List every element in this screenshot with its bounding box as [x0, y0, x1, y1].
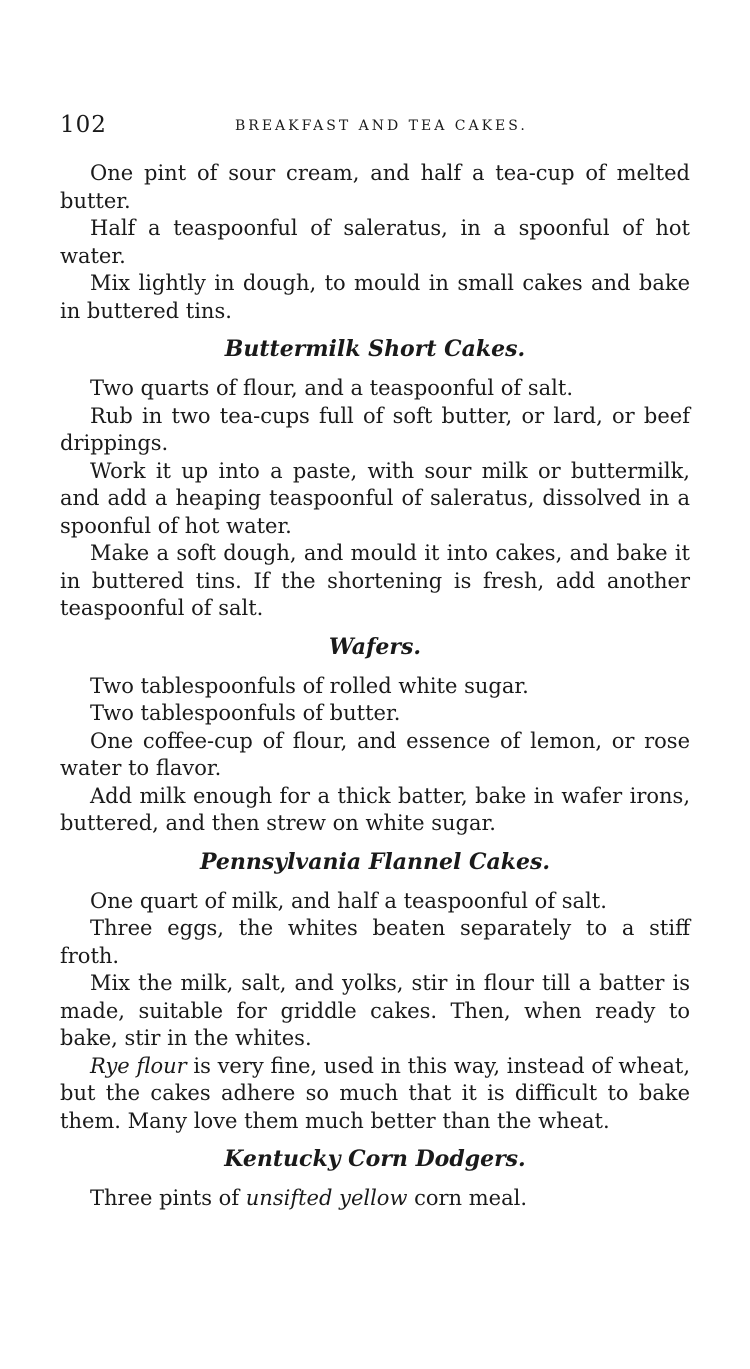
- paragraph: Two tablespoonfuls of butter.: [90, 701, 401, 725]
- paragraph-rest: is very fine, used in this way, instead of wheat, but the cakes adhere so much that it is difficult to bake them. Many love them much better than the wheat.: [60, 1053, 690, 1133]
- paragraph: Mix the milk, salt, and yolks, stir in flour till a batter is made, suitable for griddle cakes. Then, when ready to bake, stir in the whites.: [60, 971, 690, 1050]
- page-body: [60, 160, 690, 1213]
- paragraph: Work it up into a paste, with sour milk or buttermilk, and add a heaping teaspoonful of saleratus, dissolved in a spoonful of hot water.: [60, 458, 690, 538]
- paragraph-corn-meal: [60, 1185, 690, 1213]
- paragraph: Two quarts of flour, and a teaspoonful of salt.: [90, 376, 573, 400]
- recipe-title-wafers: Wafers.: [328, 633, 422, 660]
- paragraph-rest: corn meal.: [407, 1186, 528, 1210]
- page-number: 102: [60, 112, 107, 138]
- paragraph: Two tablespoonfuls of rolled white sugar.: [90, 673, 529, 698]
- paragraph: Add milk enough for a thick batter, bake in wafer irons, buttered, and then strew on white sugar.: [60, 783, 690, 835]
- recipe-title-buttermilk-short-cakes: Buttermilk Short Cakes.: [224, 336, 526, 362]
- recipe-title-pennsylvania-flannel-cakes: Pennsylvania Flannel Cakes.: [199, 848, 551, 875]
- paragraph-lead: Three pints of: [90, 1186, 246, 1210]
- paragraph: One quart of milk, and half a teaspoonful of salt.: [90, 888, 607, 913]
- paragraph: Half a teaspoonful of saleratus, in a spoonful of hot water.: [60, 216, 690, 268]
- paragraph: Rub in two tea-cups full of soft butter, or lard, or beef drippings.: [60, 403, 690, 455]
- paragraph: Make a soft dough, and mould it into cakes, and bake it in buttered tins. If the shortening is fresh, add another teaspoonful of salt.: [60, 541, 690, 620]
- paragraph: Three eggs, the whites beaten separately to a stiff froth.: [60, 916, 690, 968]
- recipe-title-kentucky-corn-dodgers: Kentucky Corn Dodgers.: [224, 1146, 526, 1172]
- paragraph: One pint of sour cream, and half a tea-cup of melted butter.: [60, 161, 690, 213]
- running-title: BREAKFAST AND TEA CAKES.: [235, 118, 528, 134]
- paragraph: Mix lightly in dough, to mould in small cakes and bake in buttered tins.: [60, 271, 690, 323]
- emphasis-unsifted-yellow: unsifted yellow: [245, 1186, 408, 1210]
- running-header: [60, 112, 690, 142]
- paragraph-rye-flour: [60, 1053, 690, 1136]
- paragraph: One coffee-cup of flour, and essence of lemon, or rose water to flavor.: [60, 728, 690, 780]
- emphasis-rye-flour: Rye flour: [90, 1053, 187, 1078]
